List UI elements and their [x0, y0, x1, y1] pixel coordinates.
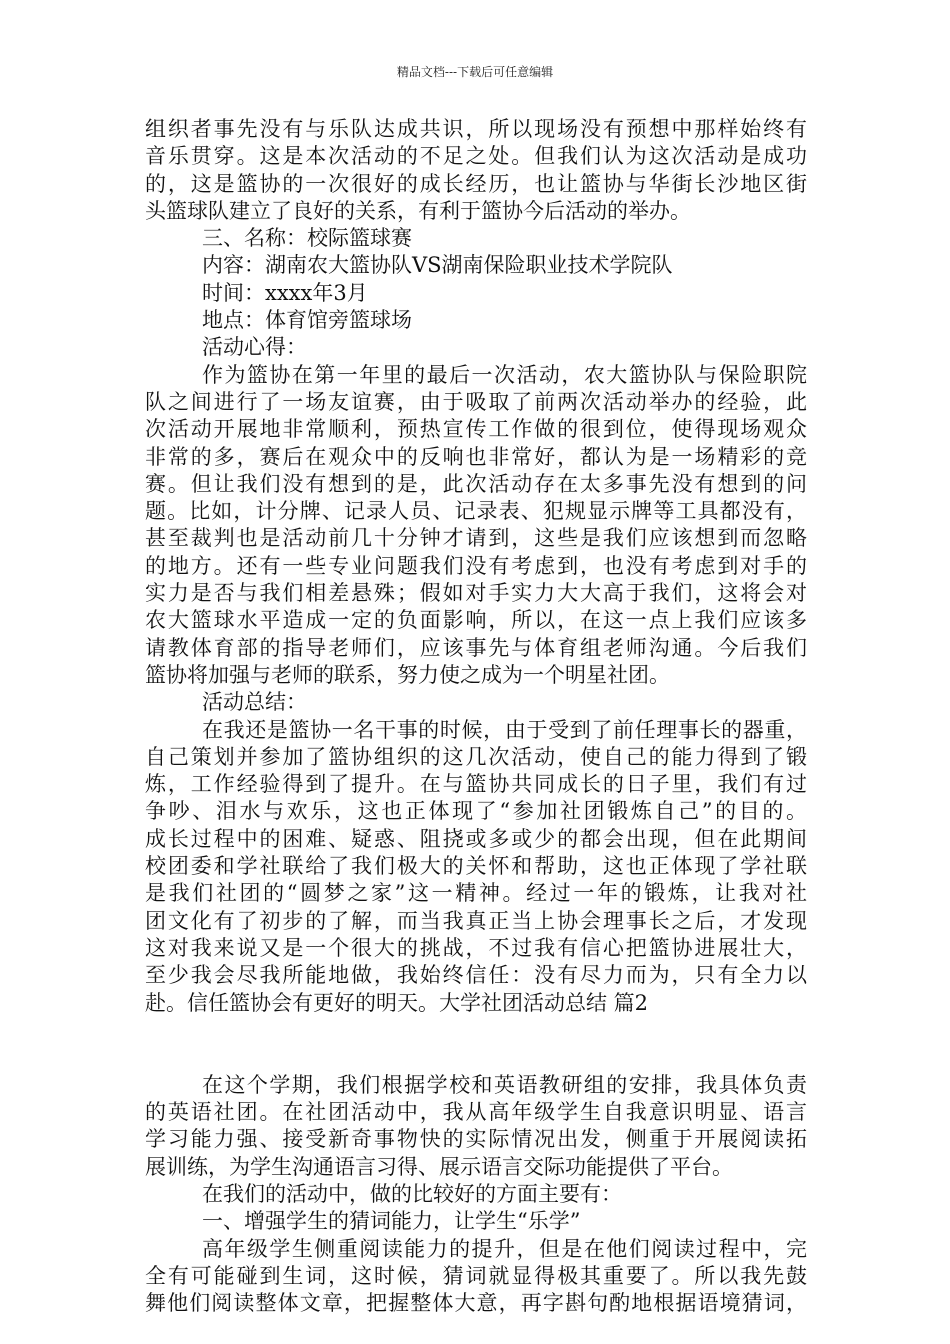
- text-line: 学习能力强、接受新奇事物快的实际情况出发，侧重于开展阅读拓: [145, 1127, 807, 1152]
- document-body: [145, 116, 807, 1317]
- text-line: 在这个学期，我们根据学校和英语教研组的安排，我具体负责: [202, 1072, 807, 1097]
- paragraph-gap: [145, 1017, 807, 1072]
- text-line: 内容：湖南农大篮协队VS湖南保险职业技术学院队: [202, 253, 673, 278]
- text-line: 队之间进行了一场友谊赛，由于吸取了前两次活动举办的经验，此: [145, 389, 807, 414]
- text-line: 实力是否与我们相差悬殊；假如对手实力大大高于我们，这将会对: [145, 581, 807, 606]
- text-line: 的，这是篮协的一次很好的成长经历，也让篮协与华街长沙地区街: [145, 171, 807, 196]
- text-line: 篮协将加强与老师的联系，努力使之成为一个明星社团。: [145, 662, 670, 687]
- text-line: 自己策划并参加了篮协组织的这几次活动，使自己的能力得到了锻: [145, 744, 807, 769]
- text-line: 题。比如，计分牌、记录人员、记录表、犯规显示牌等工具都没有，: [145, 499, 807, 524]
- text-line: 活动总结：: [202, 690, 307, 715]
- text-line: 展训练，为学生沟通语言习得、展示语言交际功能提供了平台。: [145, 1154, 733, 1179]
- text-line: 请教体育部的指导老师们，应该事先与体育组老师沟通。今后我们: [145, 635, 807, 660]
- text-line: 是我们社团的“圆梦之家”这一精神。经过一年的锻炼，让我对社: [145, 881, 807, 906]
- text-line: 组织者事先没有与乐队达成共识，所以现场没有预想中那样始终有: [145, 117, 807, 141]
- text-block-2: [145, 1072, 807, 1318]
- text-line: 活动心得：: [202, 335, 307, 360]
- text-line: 成长过程中的困难、疑惑、阻挠或多或少的都会出现，但在此期间: [145, 826, 807, 851]
- text-line: 炼，工作经验得到了提升。在与篮协共同成长的日子里，我们有过: [145, 772, 807, 797]
- text-line: 舞他们阅读整体文章，把握整体大意，再字斟句酌地根据语境猜词，: [145, 1291, 807, 1316]
- text-line: 至少我会尽我所能地做，我始终信任：没有尽力而为，只有全力以: [145, 963, 807, 988]
- text-line: 高年级学生侧重阅读能力的提升，但是在他们阅读过程中，完: [202, 1236, 807, 1261]
- text-line: 头篮球队建立了良好的关系，有利于篮协今后活动的举办。: [145, 198, 691, 223]
- text-block-1: [145, 116, 807, 1017]
- text-line: 农大篮球水平造成一定的负面影响，所以，在这一点上我们应该多: [145, 608, 807, 633]
- text-line: 三、名称：校际篮球赛: [202, 226, 412, 251]
- text-line: 在我们的活动中，做的比较好的方面主要有：: [202, 1181, 622, 1206]
- text-line: 的英语社团。在社团活动中，我从高年级学生自我意识明显、语言: [145, 1100, 807, 1125]
- text-line: 的地方。还有一些专业问题我们没有考虑到，也没有考虑到对手的: [145, 553, 807, 578]
- text-line: 全有可能碰到生词，这时候，猜词就显得极其重要了。所以我先鼓: [145, 1263, 807, 1288]
- text-line: 甚至裁判也是活动前几十分钟才请到，这些是我们应该想到而忽略: [145, 526, 807, 551]
- text-line: 争吵、泪水与欢乐，这也正体现了“参加社团锻炼自己”的目的。: [145, 799, 807, 824]
- text-line: 次活动开展地非常顺利，预热宣传工作做的很到位，使得现场观众: [145, 417, 807, 442]
- text-line: 团文化有了初步的了解，而当我真正当上协会理事长之后，才发现: [145, 908, 807, 933]
- text-line: 赴。信任篮协会有更好的明天。大学社团活动总结 篇2: [145, 990, 649, 1015]
- text-line: 在我还是篮协一名干事的时候，由于受到了前任理事长的器重，: [202, 717, 807, 742]
- text-line: 赛。但让我们没有想到的是，此次活动存在太多事先没有想到的问: [145, 471, 807, 496]
- text-line: 这对我来说又是一个很大的挑战，不过我有信心把篮协进展壮大，: [145, 935, 807, 960]
- page-header: 精品文档---下载后可任意编辑: [396, 65, 554, 79]
- text-line: 一、增强学生的猜词能力，让学生“乐学”: [202, 1209, 581, 1234]
- text-line: 非常的多，赛后在观众中的反响也非常好，都认为是一场精彩的竞: [145, 444, 807, 469]
- text-line: 音乐贯穿。这是本次活动的不足之处。但我们认为这次活动是成功: [145, 144, 807, 169]
- text-line: 作为篮协在第一年里的最后一次活动，农大篮协队与保险职院: [202, 362, 807, 387]
- text-line: 地点：体育馆旁篮球场: [202, 308, 412, 333]
- text-line: 校团委和学社联给了我们极大的关怀和帮助，这也正体现了学社联: [145, 854, 807, 879]
- text-line: 时间：xxxx年3月: [202, 280, 368, 305]
